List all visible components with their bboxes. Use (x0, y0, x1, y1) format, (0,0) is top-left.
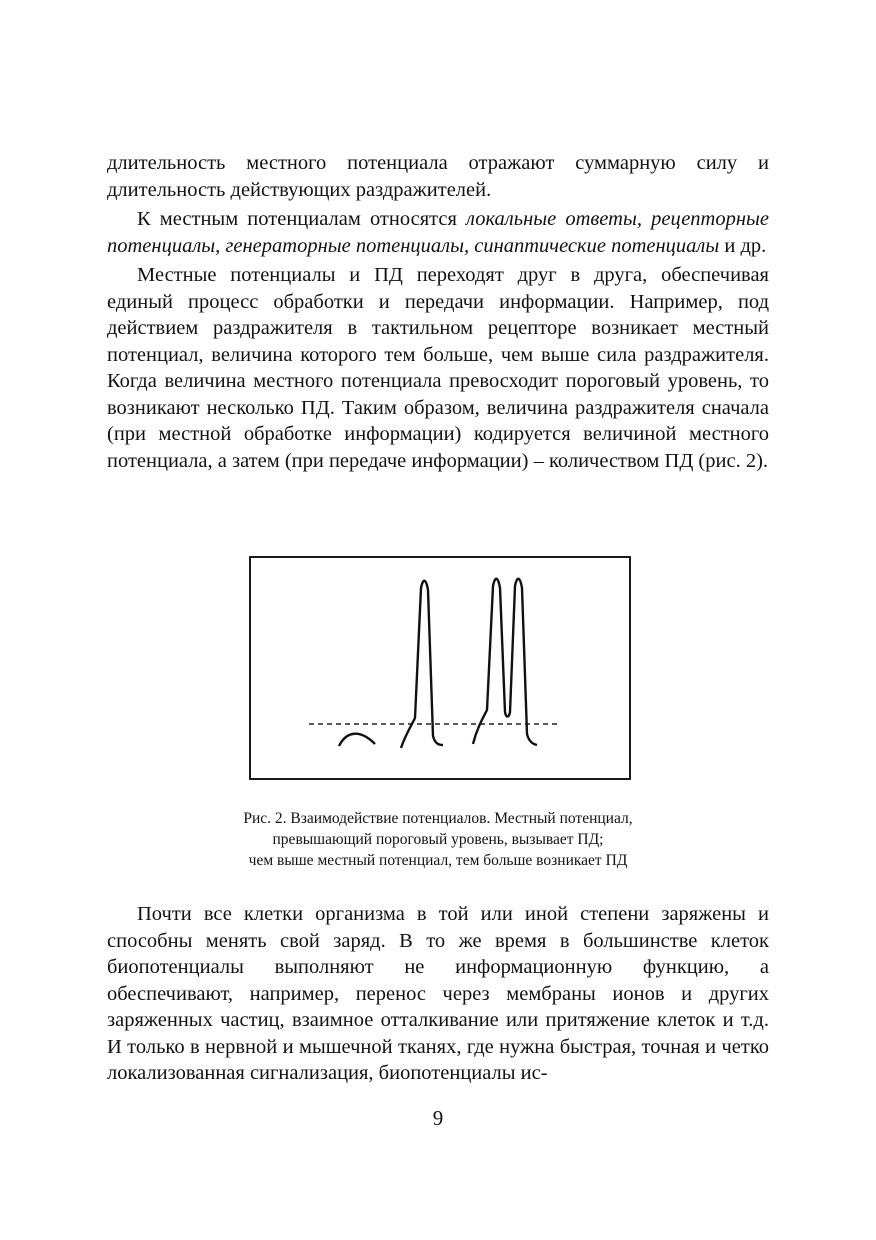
paragraph-continuation: длительность местного потенциала отражают суммарную силу и длительность действующих раздражителей. (107, 152, 769, 201)
potentials-diagram (251, 558, 629, 778)
figure-caption (150, 808, 726, 871)
paragraph-transition: Местные потенциалы и ПД переходят друг в друга, обеспечивая единый процесс обработки и передачи информации. Например, под действием раздражителя в тактильном рецепторе возникает местный потенциал, величина которого тем больше, чем выше сила раздражителя. Когда величина местного потенциала превосходит пороговый уровень, то возникают несколько ПД. Таким образом, величина раздражителя сначала (при местной обработке информации) кодируется величиной местного потенциала, а затем (при передаче информации) – количеством ПД (рис. 2). (107, 264, 769, 472)
figure-potentials (249, 556, 631, 780)
text-block-bottom (107, 901, 769, 1087)
paragraph-local-potentials (107, 206, 769, 259)
page-number: 9 (432, 1106, 444, 1130)
text-block-top (107, 150, 769, 474)
paragraph-tail: и др. (719, 234, 767, 257)
caption-line-1: Рис. 2. Взаимодействие потенциалов. Местный потенциал, (243, 810, 633, 827)
action-potential-double (473, 579, 537, 745)
italic-terms: локальные ответы, рецепторные потенциалы, генераторные потенциалы, синаптические потенциалы (107, 208, 770, 257)
action-potential-single (401, 581, 443, 748)
caption-line-3: чем выше местный потенциал, тем больше возникает ПД (248, 852, 628, 869)
caption-line-2: превышающий пороговый уровень, вызывает ПД; (272, 831, 604, 848)
paragraph-cells-charge: Почти все клетки организма в той или иной степени заряжены и способны менять свой заряд. В то же время в большинстве клеток биопотенциалы выполняют не информационную функцию, а обеспечивают, например, перенос через мембраны ионов и других заряженных частиц, взаимное отталкивание или притяжение клеток и т.д. И только в нервной и мышечной тканях, где нужна быстрая, точная и четко локализованная сигнализация, биопотенциалы ис- (107, 903, 769, 1084)
local-potential-curve (339, 734, 375, 746)
paragraph-lead: К местным потенциалам относятся (137, 208, 467, 230)
